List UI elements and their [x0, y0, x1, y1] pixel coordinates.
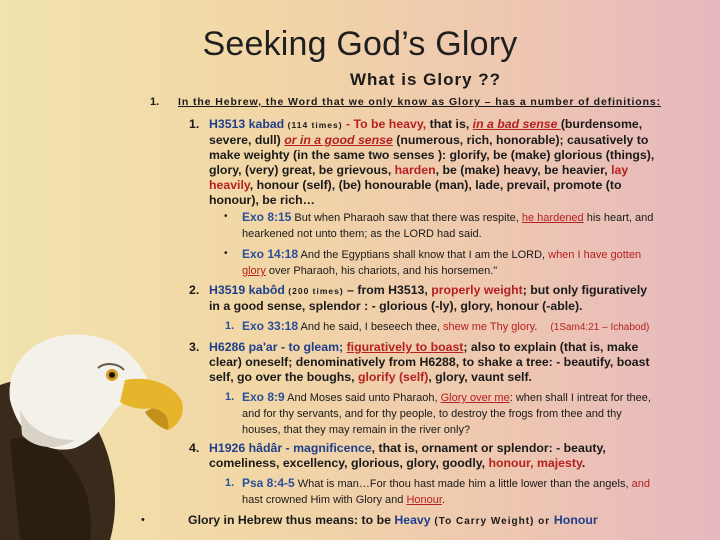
- definition-number: 3.: [189, 340, 200, 354]
- bullet-icon: •: [224, 248, 228, 259]
- definition-3: 3. H6286 pa'ar - to gleam; figuratively to boast; also to explain (that is, make clear) oneself; denominatively from H6288, to shake a tree: - beautify, boast self, go over the boughs, glorify (self), glory, vaunt self.: [189, 340, 650, 384]
- verse-exo-8-15: • Exo 8:15 But when Pharaoh saw that there was respite, he hardened his heart, and hearkened not unto them; as the LORD had said.: [224, 210, 654, 240]
- verse-reference: Exo 33:18: [242, 319, 299, 333]
- occurrence-count: (114 times): [287, 120, 343, 130]
- definition-1: 1. H3513 kabad (114 times) - To be heavy, that is, in a bad sense (burdensome, severe, dull) or in a good sense (numerous, rich, honorable); causatively to make weighty (in the same two senses ): glorify, be (make) glorious (things), glory, (very) great, be grievous, harden, be (make) heavy, be heavier, lay heavily, honour (self), (be) honourable (man), lade, prevail, promote (to honour), be rich…: [189, 117, 655, 207]
- bullet-icon: •: [141, 514, 145, 526]
- verse-exo-33-18: 1. Exo 33:18 And he said, I beseech thee, shew me Thy glory. (1Sam4:21 – Ichabod): [225, 319, 650, 333]
- verse-reference: Psa 8:4-5: [242, 476, 295, 490]
- definition-4: 4. H1926 hâdâr - magnificence, that is, ornament or splendor: - beauty, comeliness, excellency, glorious, glory, goodly, honour, majesty.: [189, 441, 606, 470]
- definition-number: 2.: [189, 283, 200, 297]
- verse-number: 1.: [225, 477, 235, 489]
- verse-number: 1.: [225, 320, 235, 332]
- page-subtitle: What is Glory ??: [350, 70, 502, 89]
- intro-text: In the Hebrew, the Word that we only know as Glory – has a number of definitions:: [178, 96, 662, 108]
- definition-number: 4.: [189, 441, 200, 455]
- closing-statement: Glory in Hebrew thus means: to be Heavy (To Carry Weight) or Honour: [188, 513, 598, 527]
- strongs-entry: H3519 kabôd: [209, 283, 285, 297]
- definition-number: 1.: [189, 117, 200, 131]
- definition-2: 2. H3519 kabôd (200 times) – from H3513, properly weight; but only figuratively in a good sense, splendor : - glorious (-ly), glory, honour (-able).: [189, 283, 648, 313]
- strongs-entry: H3513 kabad: [209, 117, 285, 131]
- bald-eagle-image: [0, 290, 190, 540]
- verse-reference: Exo 14:18: [242, 247, 299, 261]
- verse-number: 1.: [225, 391, 235, 403]
- intro-number: 1.: [150, 96, 160, 108]
- bullet-icon: •: [224, 211, 228, 222]
- verse-psa-8-4-5: 1. Psa 8:4-5 What is man…For thou hast made him a little lower than the angels, and hast crowned Him with Glory and Honour.: [225, 476, 650, 506]
- verse-reference: Exo 8:9: [242, 390, 285, 404]
- cross-reference: (1Sam4:21 – Ichabod): [550, 322, 650, 333]
- verse-exo-14-18: • Exo 14:18 And the Egyptians shall know that I am the LORD, when I have gotten glory over Pharaoh, his chariots, and his horsemen.": [224, 247, 642, 277]
- verse-exo-8-9: 1. Exo 8:9 And Moses said unto Pharaoh, Glory over me: when shall I intreat for thee, and for thy servants, and for thy people, to destroy the frogs from thee and thy houses, that they may remain in the river only?: [225, 390, 651, 436]
- occurrence-count: (200 times): [288, 286, 344, 296]
- page-title: Seeking God’s Glory: [202, 25, 518, 63]
- verse-reference: Exo 8:15: [242, 210, 292, 224]
